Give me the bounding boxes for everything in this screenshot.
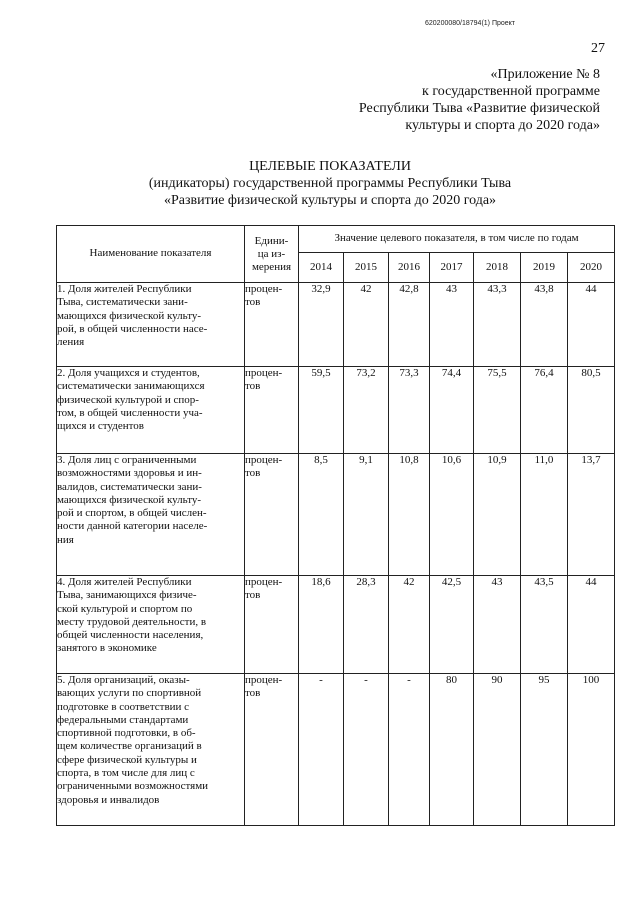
indicator-unit-line: процен- [245,283,283,295]
year-header: 2018 [474,253,521,283]
title-line: ЦЕЛЕВЫЕ ПОКАЗАТЕЛИ [249,159,411,174]
indicator-name-line: спорта, в том числе для лиц с [57,767,195,780]
year-header: 2014 [299,253,344,283]
indicator-value-2014: - [299,674,344,826]
indicator-name-line: рой, в общей численности насе- [57,322,208,335]
indicator-name [57,283,245,367]
indicator-unit [245,674,299,826]
indicator-name-line: ления [57,336,85,349]
indicator-name-line: Тыва, систематически зани- [57,296,188,309]
indicator-name-line: систематически занимающихся [57,380,205,393]
indicator-value-2018: 43 [474,576,521,674]
indicator-name-line: 5. Доля организаций, оказы- [57,674,190,686]
appendix-line: Республики Тыва «Развитие физической [358,101,600,116]
unit-header-line: ца из- [257,247,286,260]
indicator-value-2019: 95 [521,674,568,826]
indicator-value-2020: 44 [568,576,615,674]
indicator-value-2018: 10,9 [474,454,521,576]
indicator-value-2014: 18,6 [299,576,344,674]
year-header: 2019 [521,253,568,283]
indicator-name-line: возможностями здоровья и ин- [57,467,202,480]
indicator-name-line: мающихся физической культу- [57,309,202,322]
indicator-unit-line: тов [245,380,261,393]
indicator-unit-line: тов [245,589,261,602]
indicator-name-line: занятого в экономике [57,642,157,655]
document-code: 620200080/18794(1) Проект [425,20,516,27]
indicator-unit-line: процен- [245,454,283,466]
year-header: 2020 [568,253,615,283]
indicator-value-2015: 9,1 [344,454,389,576]
indicator-value-2015: 73,2 [344,367,389,454]
indicator-name-line: 4. Доля жителей Республики [57,576,192,588]
indicator-unit-line: процен- [245,576,283,588]
indicator-unit [245,283,299,367]
indicator-value-2020: 44 [568,283,615,367]
indicator-name [57,367,245,454]
indicator-name-line: щем количестве организаций в [57,740,202,753]
indicators-table [56,225,615,826]
indicator-name-line: мающихся физической культу- [57,493,202,506]
table-row [57,454,615,576]
indicator-name [57,454,245,576]
page-number: 27 [591,41,605,56]
unit-header-line: мерения [251,260,292,273]
table-row [57,283,615,367]
indicator-value-2017: 42,5 [430,576,474,674]
indicator-unit [245,454,299,576]
year-header: 2016 [389,253,430,283]
indicator-value-2014: 32,9 [299,283,344,367]
indicator-name-line: щихся и студентов [57,420,144,433]
indicator-name-line: Тыва, занимающихся физиче- [57,589,197,602]
indicator-name-line: физической культурой и спор- [57,393,199,406]
appendix-line: культуры и спорта до 2020 года» [405,118,600,133]
indicator-name-line: ности данной категории населе- [57,520,208,533]
indicator-value-2019: 43,8 [521,283,568,367]
column-header-values: Значение целевого показателя, в том числе по годам [299,226,615,253]
indicator-name-line: месту трудовой деятельности, в [57,615,207,628]
indicator-value-2016: 42 [389,576,430,674]
indicator-value-2015: 42 [344,283,389,367]
indicator-name-line: 1. Доля жителей Республики [57,283,192,295]
appendix-line: к государственной программе [422,84,600,99]
indicator-name-line: спортивной подготовки, в об- [57,727,196,740]
indicator-unit-line: тов [245,296,261,309]
indicator-name-line: рой и спортом, в общей числен- [57,507,207,520]
indicator-value-2020: 13,7 [568,454,615,576]
column-header-unit [245,226,299,283]
indicator-name-line: вающих услуги по спортивной [57,687,202,700]
indicator-value-2019: 43,5 [521,576,568,674]
indicator-value-2017: 80 [430,674,474,826]
indicator-value-2014: 59,5 [299,367,344,454]
appendix-line: «Приложение № 8 [490,67,600,82]
indicator-name-line: подготовке в соответствии с [57,700,190,713]
indicator-name-line: ния [57,533,74,546]
indicator-name-line: федеральными стандартами [57,713,189,726]
title-line: (индикаторы) государственной программы Республики Тыва [148,176,512,191]
appendix-caption [330,66,600,134]
indicator-value-2017: 43 [430,283,474,367]
indicator-name-line: ской культурой и спортом по [57,602,193,615]
year-header: 2015 [344,253,389,283]
indicator-name-line: 2. Доля учащихся и студентов, [57,367,200,379]
indicator-name-line: 3. Доля лиц с ограниченными [57,454,197,466]
indicator-name-line: ограниченными возможностями [57,780,209,793]
indicator-value-2015: 28,3 [344,576,389,674]
indicator-unit-line: тов [245,687,261,700]
unit-header-line: Едини- [254,234,289,247]
indicator-value-2014: 8,5 [299,454,344,576]
indicator-unit [245,576,299,674]
indicator-name-line: общей численности населения, [57,629,204,642]
indicator-value-2015: - [344,674,389,826]
indicator-value-2016: 10,8 [389,454,430,576]
document-title [70,158,590,209]
indicator-value-2018: 75,5 [474,367,521,454]
indicator-unit-line: процен- [245,367,283,379]
indicator-value-2017: 10,6 [430,454,474,576]
year-header: 2017 [430,253,474,283]
indicator-value-2016: 42,8 [389,283,430,367]
indicator-value-2019: 76,4 [521,367,568,454]
indicator-name-line: сфере физической культуры и [57,753,197,766]
indicator-unit [245,367,299,454]
indicator-name-line: том, в общей численности уча- [57,406,203,419]
indicator-value-2018: 43,3 [474,283,521,367]
indicator-value-2017: 74,4 [430,367,474,454]
indicator-value-2020: 80,5 [568,367,615,454]
table-row [57,674,615,826]
indicator-value-2016: - [389,674,430,826]
indicator-value-2016: 73,3 [389,367,430,454]
indicator-value-2019: 11,0 [521,454,568,576]
indicator-unit-line: процен- [245,674,283,686]
indicator-value-2018: 90 [474,674,521,826]
indicator-name [57,576,245,674]
indicator-value-2020: 100 [568,674,615,826]
table-row [57,576,615,674]
table-row [57,367,615,454]
indicator-name-line: валидов, систематически зани- [57,480,202,493]
indicator-name [57,674,245,826]
indicator-name-line: здоровья и инвалидов [57,793,160,806]
indicator-unit-line: тов [245,467,261,480]
column-header-name: Наименование показателя [57,226,245,283]
title-line: «Развитие физической культуры и спорта до 2020 года» [163,193,497,208]
